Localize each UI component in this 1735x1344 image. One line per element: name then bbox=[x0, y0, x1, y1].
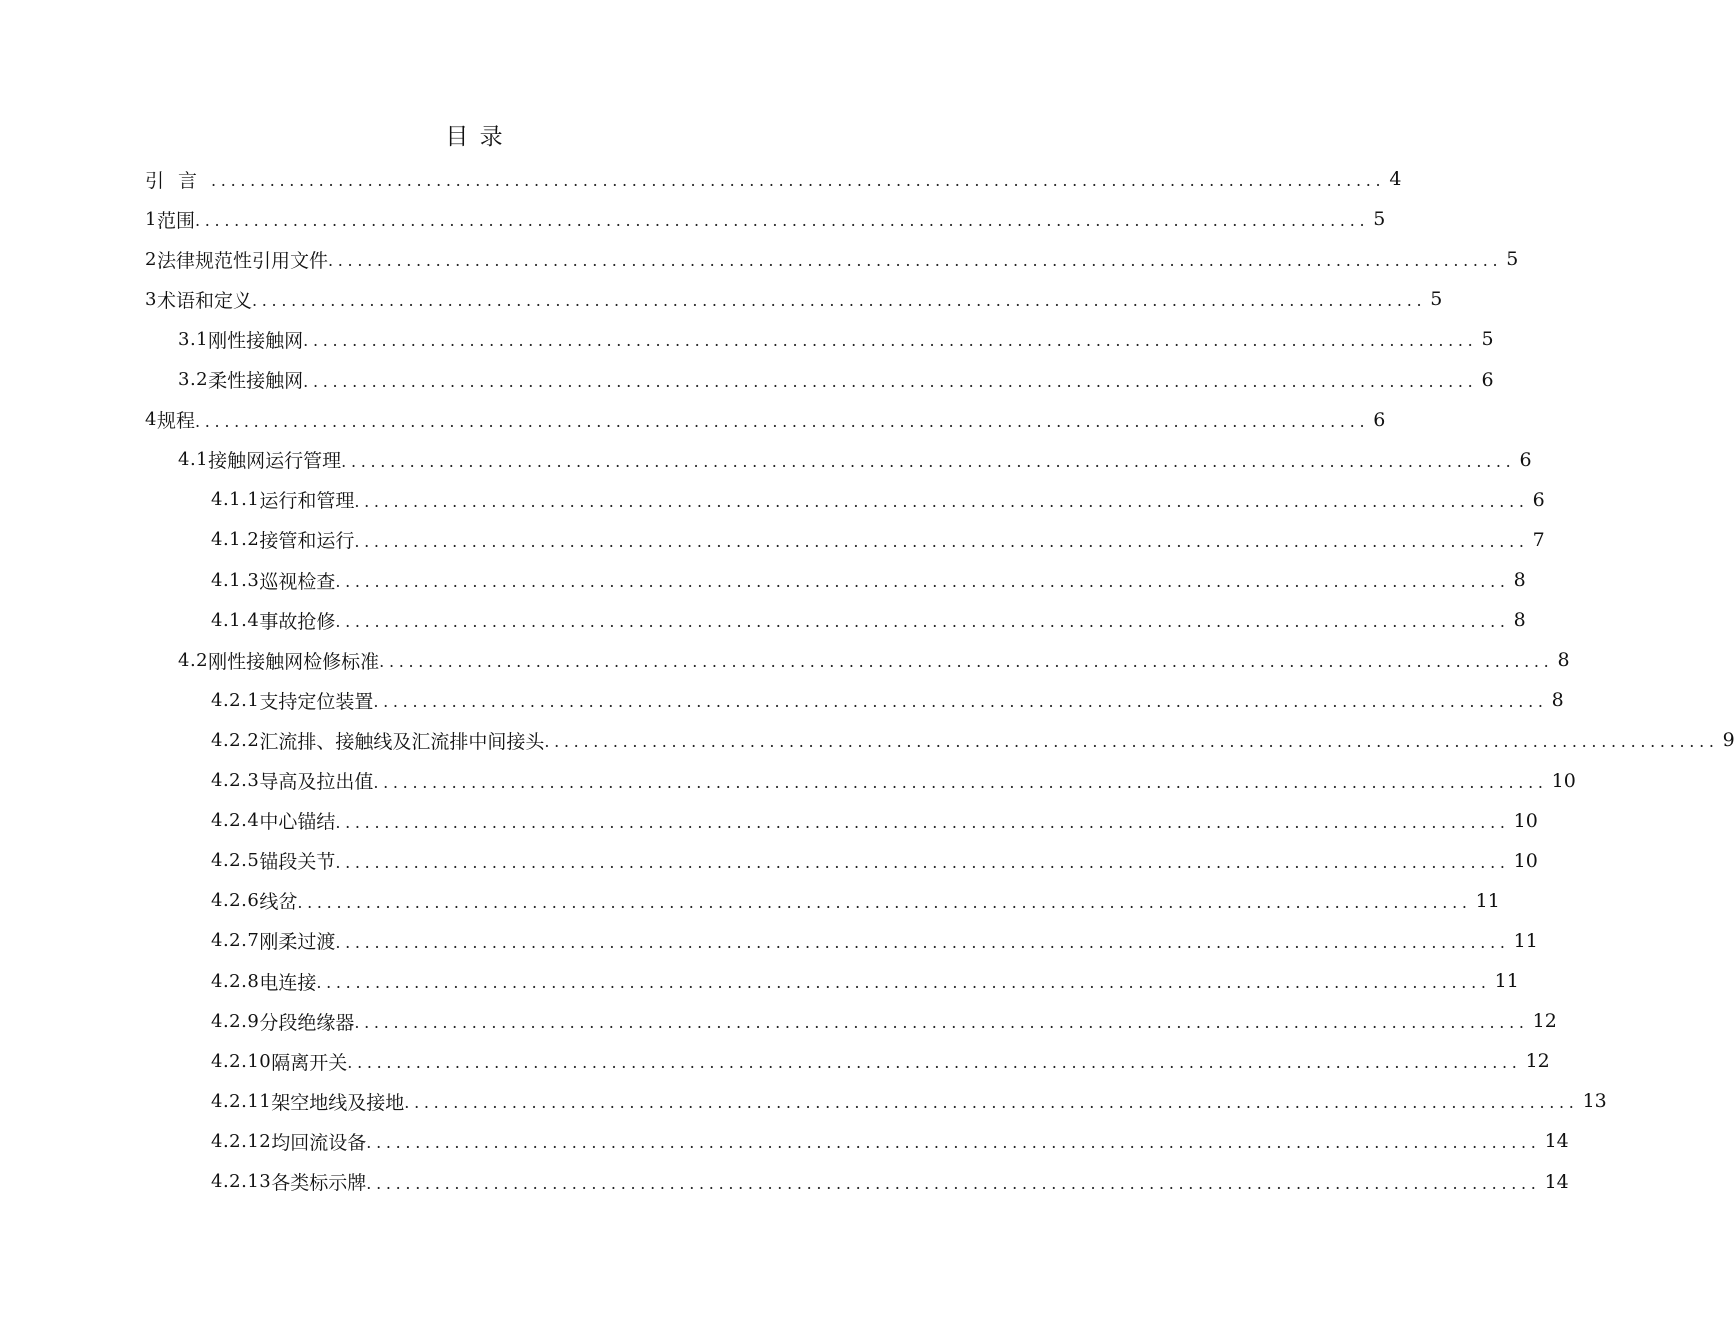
toc-entry-page: 6 bbox=[1481, 368, 1494, 391]
toc-entry[interactable] bbox=[211, 720, 1735, 760]
toc-entry-number: 2 bbox=[145, 248, 157, 270]
toc-entry-number: 1 bbox=[145, 208, 157, 230]
toc-leader-dots: ........................................................................................................................ bbox=[335, 612, 1510, 632]
toc-leader-dots: ........................................................................................................................ bbox=[347, 1053, 1522, 1073]
toc-entry-title: 均回流设备 bbox=[271, 1131, 367, 1154]
toc-entry[interactable] bbox=[178, 360, 1494, 400]
toc-entry-page: 12 bbox=[1525, 1050, 1550, 1073]
toc-leader-dots: ........................................................................................................................ bbox=[373, 692, 1548, 712]
toc-entry[interactable] bbox=[211, 600, 1526, 640]
toc-leader-dots: ........................................................................................................................ bbox=[335, 932, 1510, 952]
toc-entry-number: 4.2.1 bbox=[211, 689, 260, 711]
toc-entry-title: 分段绝缘器 bbox=[259, 1011, 355, 1034]
toc-leader-dots: ........................................................................................................................ bbox=[404, 1093, 1579, 1113]
toc-entry[interactable] bbox=[211, 1001, 1557, 1041]
toc-title: 目 录 bbox=[445, 124, 505, 150]
toc-entry[interactable] bbox=[178, 640, 1570, 680]
toc-entry-number: 4.2.9 bbox=[211, 1010, 260, 1032]
toc-entry[interactable] bbox=[211, 921, 1538, 961]
toc-leader-dots: ........................................................................................................................ bbox=[366, 1173, 1541, 1193]
toc-entry-number: 4.2.3 bbox=[211, 770, 260, 791]
toc-entry[interactable] bbox=[211, 761, 1576, 801]
toc-entry-number: 4.2.13 bbox=[211, 1171, 272, 1192]
toc-entry-page: 8 bbox=[1557, 649, 1570, 672]
toc-leader-dots: ........................................................................................................................ bbox=[354, 491, 1529, 511]
toc-entry-number: 3 bbox=[145, 288, 157, 310]
toc-entry-title: 刚性接触网 bbox=[208, 329, 304, 352]
toc-entry[interactable] bbox=[211, 961, 1519, 1001]
toc-entry[interactable] bbox=[211, 841, 1538, 881]
toc-leader-dots: ........................................................................................................................ bbox=[251, 291, 1427, 311]
toc-entry-page: 12 bbox=[1532, 1010, 1557, 1033]
toc-entry-number: 4.2.7 bbox=[211, 930, 260, 952]
toc-entry-page: 5 bbox=[1506, 248, 1519, 271]
toc-entry-title: 接触网运行管理 bbox=[208, 450, 342, 473]
toc-entry[interactable] bbox=[211, 801, 1538, 841]
toc-leader-dots: ........................................................................................................................ bbox=[341, 451, 1516, 471]
toc-entry-number: 4.2 bbox=[178, 649, 209, 671]
toc-entry-page: 6 bbox=[1519, 448, 1532, 471]
toc-entry[interactable] bbox=[178, 319, 1494, 359]
toc-entry-number: 4.1.1 bbox=[211, 489, 260, 511]
toc-entry[interactable] bbox=[145, 279, 1443, 319]
toc-leader-dots: ........................................................................................................................ bbox=[366, 1133, 1541, 1153]
toc-leader-dots: ........................................................................................................................ bbox=[379, 652, 1554, 672]
toc-entry-title: 线岔 bbox=[259, 891, 298, 914]
toc-entry-title: 锚段关节 bbox=[259, 851, 336, 874]
toc-entry[interactable] bbox=[178, 440, 1532, 480]
toc-entry-page: 5 bbox=[1430, 288, 1443, 311]
toc-entry-page: 5 bbox=[1481, 328, 1494, 351]
toc-entry[interactable] bbox=[145, 159, 1402, 199]
toc-entry-title: 导高及拉出值 bbox=[259, 771, 374, 793]
toc-entry-title: 范围 bbox=[156, 209, 195, 232]
toc-entry[interactable] bbox=[211, 1121, 1569, 1161]
toc-entry-title: 刚性接触网检修标准 bbox=[208, 650, 380, 673]
toc-entry-page: 6 bbox=[1373, 408, 1386, 431]
toc-entry[interactable] bbox=[145, 239, 1519, 279]
toc-entry-title: 各类标示牌 bbox=[271, 1172, 367, 1194]
toc-entry[interactable] bbox=[211, 480, 1545, 520]
toc-leader-dots: ........................................................................................................................ bbox=[354, 1013, 1529, 1033]
toc-entry-title: 柔性接触网 bbox=[208, 370, 304, 392]
toc-leader-dots: ........................................................................................................................ bbox=[297, 892, 1472, 912]
toc-leader-dots: ........................................................................................................................ bbox=[335, 852, 1510, 872]
toc-entry-number: 4.1.3 bbox=[211, 569, 260, 591]
toc-entry-title: 支持定位装置 bbox=[259, 690, 374, 713]
toc-entry[interactable] bbox=[211, 881, 1500, 921]
toc-entry-title: 刚柔过渡 bbox=[259, 931, 336, 954]
toc-entry-title: 法律规范性引用文件 bbox=[156, 249, 328, 272]
toc-entry-page: 11 bbox=[1494, 970, 1519, 992]
toc-entry-number: 4.1.4 bbox=[211, 609, 260, 631]
toc-leader-dots: ........................................................................................................................ bbox=[303, 371, 1478, 391]
toc-leader-dots: ........................................................................................................................ bbox=[303, 331, 1478, 351]
toc-entry-title: 引言 bbox=[145, 169, 212, 192]
toc-leader-dots: ........................................................................................................................ bbox=[354, 531, 1529, 551]
toc-entry-title: 事故抢修 bbox=[259, 610, 336, 633]
toc-entry-title: 术语和定义 bbox=[156, 289, 252, 312]
toc-entry-number: 3.2 bbox=[178, 369, 209, 390]
toc-entry-page: 14 bbox=[1544, 1170, 1569, 1193]
toc-entry-number: 4.2.12 bbox=[211, 1130, 272, 1152]
toc-entry-title: 隔离开关 bbox=[271, 1051, 348, 1074]
toc-entry-number: 4.2.5 bbox=[211, 850, 260, 872]
toc-entry-title: 接管和运行 bbox=[259, 530, 355, 553]
toc-leader-dots: ........................................................................................................................ bbox=[194, 411, 1370, 431]
toc-entry-page: 13 bbox=[1582, 1090, 1607, 1113]
toc-entry-number: 4 bbox=[145, 409, 157, 431]
toc-leader-dots: ........................................................................................................................ bbox=[316, 973, 1491, 992]
toc-entry[interactable] bbox=[211, 1041, 1550, 1081]
toc-entry-number: 4.2.11 bbox=[211, 1090, 272, 1112]
toc-entry-number: 4.1 bbox=[178, 449, 209, 471]
toc-entry-number: 4.2.10 bbox=[211, 1050, 272, 1072]
toc-entry-page: 10 bbox=[1513, 809, 1538, 832]
toc-entry-title: 运行和管理 bbox=[259, 490, 355, 513]
toc-entry[interactable] bbox=[211, 520, 1545, 560]
toc-entry-page: 14 bbox=[1544, 1130, 1569, 1153]
toc-entry-title: 汇流排、接触线及汇流排中间接头 bbox=[259, 730, 545, 753]
toc-entry-number: 4.2.6 bbox=[211, 890, 260, 912]
toc-entry-page: 8 bbox=[1513, 569, 1526, 591]
toc-leader-dots: ........................................................................................................................ bbox=[544, 732, 1719, 752]
toc-entry[interactable] bbox=[211, 560, 1526, 600]
toc-entry-page: 6 bbox=[1532, 488, 1545, 511]
toc-leader-dots: ........................................................................................................................ bbox=[194, 211, 1370, 231]
toc-leader-dots: ........................................................................................................................ bbox=[211, 171, 1386, 190]
toc-entry-page: 11 bbox=[1513, 929, 1538, 952]
toc-leader-dots: ........................................................................................................................ bbox=[373, 772, 1548, 792]
toc-entry-page: 10 bbox=[1513, 849, 1538, 872]
toc-entry-title: 电连接 bbox=[259, 971, 317, 994]
toc-entry[interactable] bbox=[145, 400, 1386, 440]
toc-entry-number: 4.1.2 bbox=[211, 529, 260, 551]
toc-leader-dots: ........................................................................................................................ bbox=[327, 251, 1503, 271]
toc-entry-page: 8 bbox=[1551, 689, 1564, 712]
toc-entry-number: 3.1 bbox=[178, 328, 209, 350]
toc-entry-page: 8 bbox=[1513, 609, 1526, 632]
toc-entry[interactable] bbox=[211, 1081, 1607, 1121]
toc-entry-title: 架空地线及接地 bbox=[271, 1091, 405, 1114]
toc-entry-number: 4.2.8 bbox=[211, 970, 260, 992]
toc-entry-page: 10 bbox=[1551, 769, 1576, 792]
toc-entry[interactable] bbox=[211, 680, 1564, 720]
toc-entry-number: 4.2.2 bbox=[211, 729, 260, 751]
toc-entry-title: 规程 bbox=[156, 410, 195, 433]
toc-entry-page: 7 bbox=[1532, 528, 1545, 551]
toc-entry-page: 11 bbox=[1475, 889, 1500, 912]
toc-entry-page: 5 bbox=[1373, 208, 1386, 231]
toc-entry[interactable] bbox=[211, 1162, 1569, 1202]
toc-entry-title: 巡视检查 bbox=[259, 570, 336, 593]
toc-entry-page: 9 bbox=[1722, 729, 1735, 752]
toc-leader-dots: ........................................................................................................................ bbox=[335, 572, 1510, 591]
toc-entry-number: 4.2.4 bbox=[211, 810, 260, 832]
toc-entry[interactable] bbox=[145, 199, 1386, 239]
toc-leader-dots: ........................................................................................................................ bbox=[335, 812, 1510, 832]
toc-entry-page: 4 bbox=[1389, 168, 1402, 190]
toc-entry-title: 中心锚结 bbox=[259, 811, 336, 834]
